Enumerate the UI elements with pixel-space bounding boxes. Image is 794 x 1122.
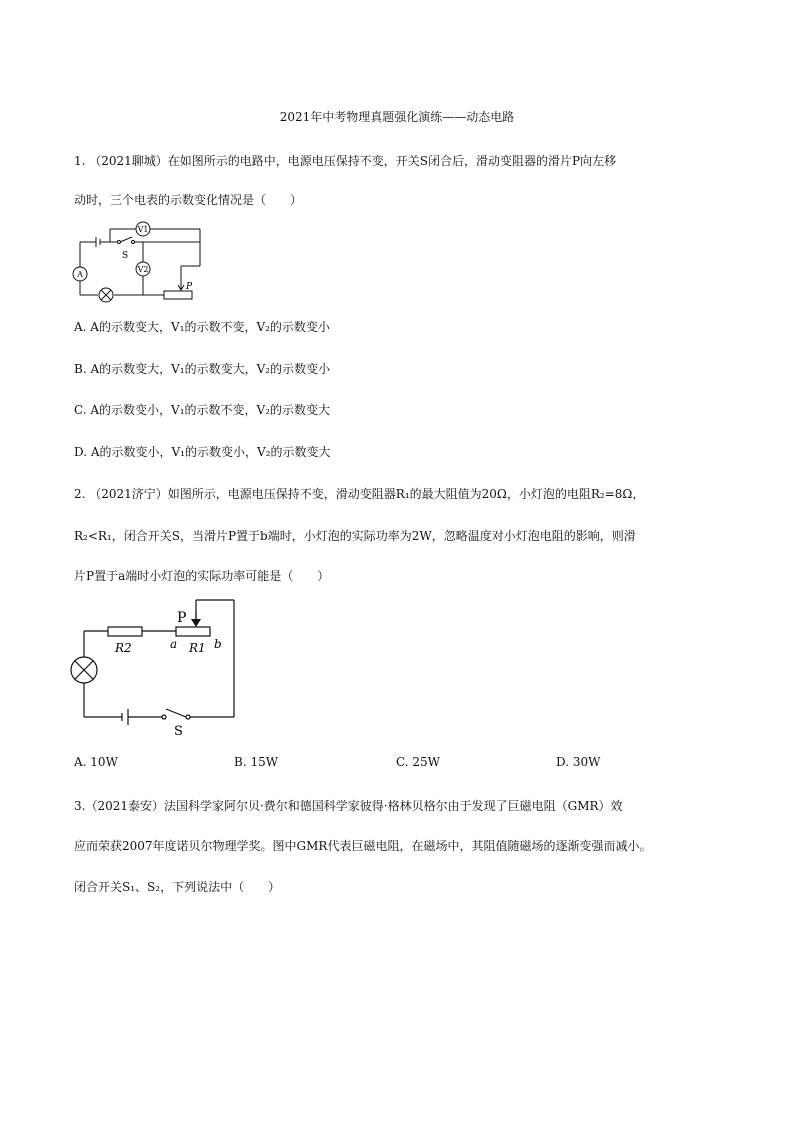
q1-p-label: P: [186, 282, 193, 292]
q2-circuit-diagram: [60, 593, 250, 738]
q1-s-label: S: [122, 251, 129, 261]
q2-option-d: D. 30W: [556, 755, 601, 769]
q3-text-line-2: 应而荣获2007年度诺贝尔物理学奖。图中GMR代表巨磁电阻，在磁场中，其阻值随磁场的逐渐变强而减小。: [74, 839, 652, 853]
q3-text-line-1: 3.（2021泰安）法国科学家阿尔贝·费尔和德国科学家彼得·格林贝格尔由于发现了巨磁电阻（GMR）效: [74, 799, 623, 813]
q2-r2-label: R2: [115, 641, 132, 655]
q1-a-label: A: [77, 270, 83, 279]
q2-a-label: a: [170, 637, 178, 651]
q1-text-line-2: 动时，三个电表的示数变化情况是（ ）: [74, 193, 303, 207]
q1-text-line-1: 1. （2021聊城）在如图所示的电路中，电源电压保持不变，开关S闭合后，滑动变阻器的滑片P向左移: [74, 154, 617, 168]
q2-option-a: A. 10W: [74, 755, 118, 769]
q2-option-b: B. 15W: [234, 755, 279, 769]
q2-text-line-2: R₂<R₁，闭合开关S，当滑片P置于b端时，小灯泡的实际功率为2W，忽略温度对小灯泡电阻的影响，则滑: [74, 529, 636, 543]
q2-p-label: P: [177, 610, 187, 626]
q2-text-line-1: 2. （2021济宁）如图所示，电源电压保持不变，滑动变阻器R₁的最大阻值为20Ω，小灯泡的电阻R₂=8Ω，: [74, 487, 645, 501]
q1-circuit-diagram: [66, 218, 216, 304]
q2-s-label: S: [174, 724, 183, 738]
q1-option-a: A. A的示数变大，V₁的示数不变，V₂的示数变小: [74, 320, 330, 334]
q2-option-c: C. 25W: [396, 755, 440, 769]
q2-b-label: b: [214, 637, 222, 651]
q1-option-c: C. A的示数变小，V₁的示数不变，V₂的示数变大: [74, 403, 331, 417]
document-title: 2021年中考物理真题强化演练——动态电路: [279, 110, 515, 124]
q1-v2-label: V2: [137, 265, 149, 274]
q3-text-line-3: 闭合开关S₁、S₂，下列说法中（ ）: [74, 880, 281, 894]
q1-option-d: D. A的示数变小，V₁的示数变小，V₂的示数变大: [74, 445, 331, 459]
q2-r1-label: R1: [189, 641, 206, 655]
q1-v1-label: V1: [137, 225, 149, 234]
q2-text-line-3: 片P置于a端时小灯泡的实际功率可能是（ ）: [74, 569, 330, 583]
q1-option-b: B. A的示数变大，V₁的示数变大，V₂的示数变小: [74, 362, 331, 376]
